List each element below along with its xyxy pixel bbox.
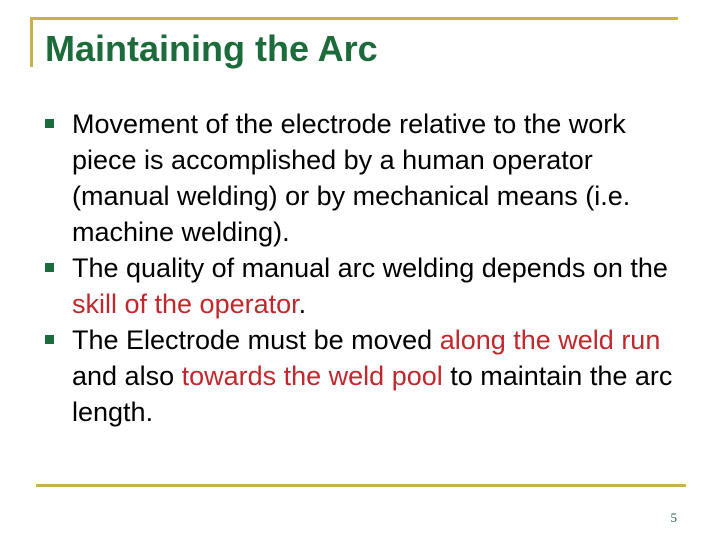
bullet-text: Movement of the electrode relative to the work piece is accomplished by a human operator (manual welding) or by mechanical means (i.e. machine welding). <box>72 109 631 247</box>
square-bullet-icon <box>45 335 54 344</box>
highlight-text: along the weld run <box>439 325 661 355</box>
bullet-list <box>45 106 685 430</box>
bullet-text: The quality of manual arc welding depends on the <box>72 253 668 283</box>
footer-rule <box>36 484 686 487</box>
title-frame-left-rule <box>30 17 33 67</box>
title-frame-top-rule <box>30 17 678 20</box>
bullet-item-electrode-movement <box>45 106 685 250</box>
bullet-text: . <box>298 289 307 319</box>
highlight-text: towards the weld pool <box>181 361 443 391</box>
highlight-text: skill of the operator <box>72 289 299 319</box>
bullet-text: and also <box>72 361 182 391</box>
bullet-item-welding-quality <box>45 250 685 322</box>
bullet-item-electrode-direction <box>45 322 685 430</box>
bullet-text: to maintain the arc length. <box>72 361 673 427</box>
square-bullet-icon <box>45 263 54 272</box>
page-number: 5 <box>670 510 677 525</box>
square-bullet-icon <box>45 119 54 128</box>
slide-title: Maintaining the Arc <box>45 28 378 69</box>
bullet-text: The Electrode must be moved <box>72 325 440 355</box>
